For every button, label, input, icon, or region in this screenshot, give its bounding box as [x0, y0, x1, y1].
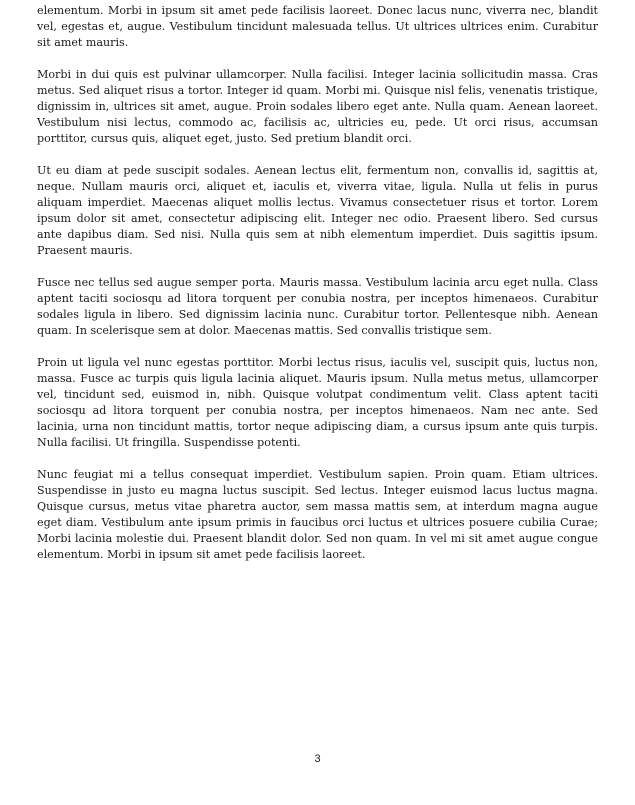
page-number: 3	[314, 753, 321, 765]
paragraph-3: Ut eu diam at pede suscipit sodales. Aenean lectus elit, fermentum non, convallis id, sagittis at, neque. Nullam mauris orci, aliquet et, iaculis et, viverra vitae, ligula. Nulla ut felis in purus aliquam imperdiet. Maecenas aliquet mollis lectus. Vivamus consectetuer risus et tortor. Lorem ipsum dolor sit amet, consectetur adipiscing elit. Integer nec odio. Praesent libero. Sed cursus ante dapibus diam. Sed nisi. Nulla quis sem at nibh elementum imperdiet. Duis sagittis ipsum. Praesent mauris.	[37, 164, 598, 257]
paragraph-5: Proin ut ligula vel nunc egestas porttitor. Morbi lectus risus, iaculis vel, suscipit quis, luctus non, massa. Fusce ac turpis quis ligula lacinia aliquet. Mauris ipsum. Nulla metus metus, ullamcorper vel, tincidunt sed, euismod in, nibh. Quisque volutpat condimentum velit. Class aptent taciti sociosqu ad litora torquent per conubia nostra, per inceptos himenaeos. Nam nec ante. Sed lacinia, urna non tincidunt mattis, tortor neque adipiscing diam, a cursus ipsum ante quis turpis. Nulla facilisi. Ut fringilla. Suspendisse potenti.	[37, 356, 598, 449]
paragraph-6: Nunc feugiat mi a tellus consequat imperdiet. Vestibulum sapien. Proin quam. Etiam ultrices. Suspendisse in justo eu magna luctus suscipit. Sed lectus. Integer euismod lacus luctus magna. Quisque cursus, metus vitae pharetra auctor, sem massa mattis sem, at interdum magna augue eget diam. Vestibulum ante ipsum primis in faucibus orci luctus et ultrices posuere cubilia Curae; Morbi lacinia molestie dui. Praesent blandit dolor. Sed non quam. In vel mi sit amet augue congue elementum. Morbi in ipsum sit amet pede facilisis laoreet.	[37, 468, 598, 561]
body-text	[37, 3, 598, 579]
paragraph-1: elementum. Morbi in ipsum sit amet pede facilisis laoreet. Donec lacus nunc, viverra nec, blandit vel, egestas et, augue. Vestibulum tincidunt malesuada tellus. Ut ultrices ultrices enim. Curabitur sit amet mauris.	[37, 4, 598, 49]
paragraph-4: Fusce nec tellus sed augue semper porta. Mauris massa. Vestibulum lacinia arcu eget nulla. Class aptent taciti sociosqu ad litora torquent per conubia nostra, per inceptos himenaeos. Curabitur sodales ligula in libero. Sed dignissim lacinia nunc. Curabitur tortor. Pellentesque nibh. Aenean quam. In scelerisque sem at dolor. Maecenas mattis. Sed convallis tristique sem.	[37, 276, 598, 337]
paragraph-2: Morbi in dui quis est pulvinar ullamcorper. Nulla facilisi. Integer lacinia sollicitudin massa. Cras metus. Sed aliquet risus a tortor. Integer id quam. Morbi mi. Quisque nisl felis, venenatis tristique, dignissim in, ultrices sit amet, augue. Proin sodales libero eget ante. Nulla quam. Aenean laoreet. Vestibulum nisi lectus, commodo ac, facilisis ac, ultricies eu, pede. Ut orci risus, accumsan porttitor, cursus quis, aliquet eget, justo. Sed pretium blandit orci.	[37, 68, 598, 145]
